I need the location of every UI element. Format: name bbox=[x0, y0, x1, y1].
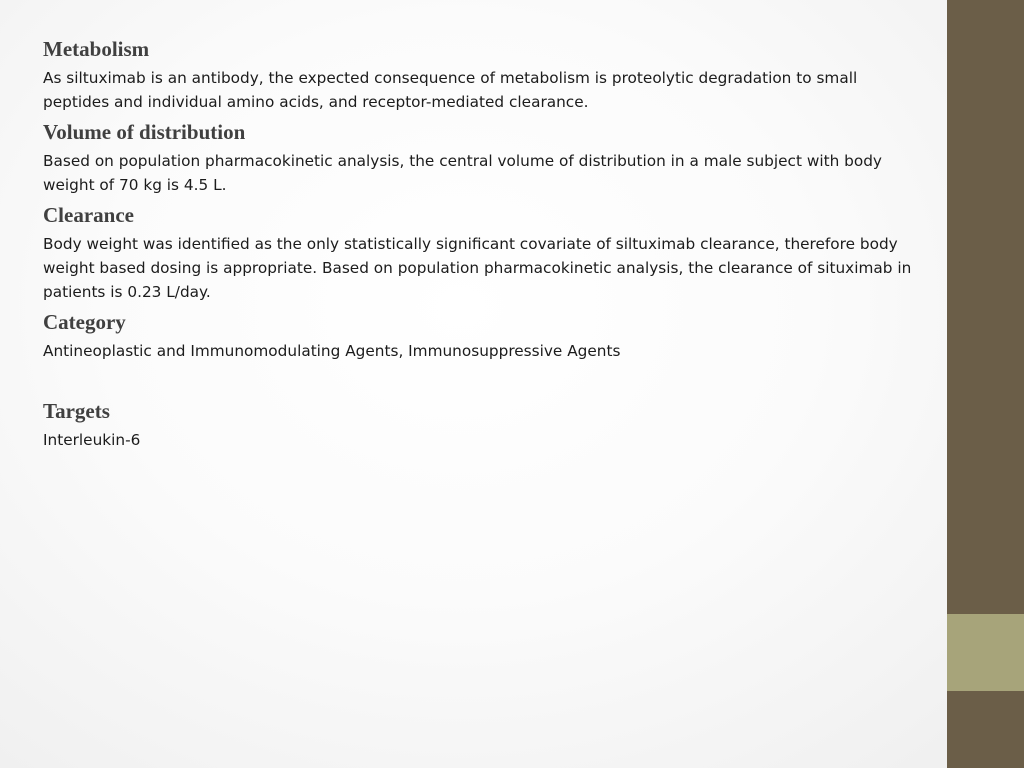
section-metabolism bbox=[43, 36, 923, 114]
section-clearance bbox=[43, 202, 923, 304]
section-targets bbox=[43, 398, 923, 452]
sidebar-accent-block bbox=[947, 614, 1024, 691]
slide-content bbox=[43, 36, 923, 457]
section-heading: Clearance bbox=[43, 203, 134, 227]
decorative-sidebar bbox=[947, 0, 1024, 768]
section-heading: Category bbox=[43, 310, 126, 334]
section-heading: Targets bbox=[43, 399, 110, 423]
section-category bbox=[43, 309, 923, 363]
section-body: Antineoplastic and Immunomodulating Agents, Immunosuppressive Agents bbox=[43, 342, 621, 360]
section-heading: Metabolism bbox=[43, 37, 150, 61]
section-body: Based on population pharmacokinetic analysis, the central volume of distribution in a male subject with body weight of 70 kg is 4.5 L. bbox=[43, 152, 882, 194]
section-body: Interleukin-6 bbox=[43, 431, 141, 449]
section-body: As siltuximab is an antibody, the expected consequence of metabolism is proteolytic degradation to small peptides and individual amino acids, and receptor-mediated clearance. bbox=[43, 69, 858, 111]
spacer bbox=[43, 368, 923, 398]
section-body: Body weight was identified as the only statistically significant covariate of siltuximab clearance, therefore body weight based dosing is appropriate. Based on population pharmacokinetic analysis, the clearance of situximab in patients is 0.23 L/day. bbox=[43, 235, 912, 301]
section-heading: Volume of distribution bbox=[43, 120, 246, 144]
section-volume-of-distribution bbox=[43, 119, 923, 197]
